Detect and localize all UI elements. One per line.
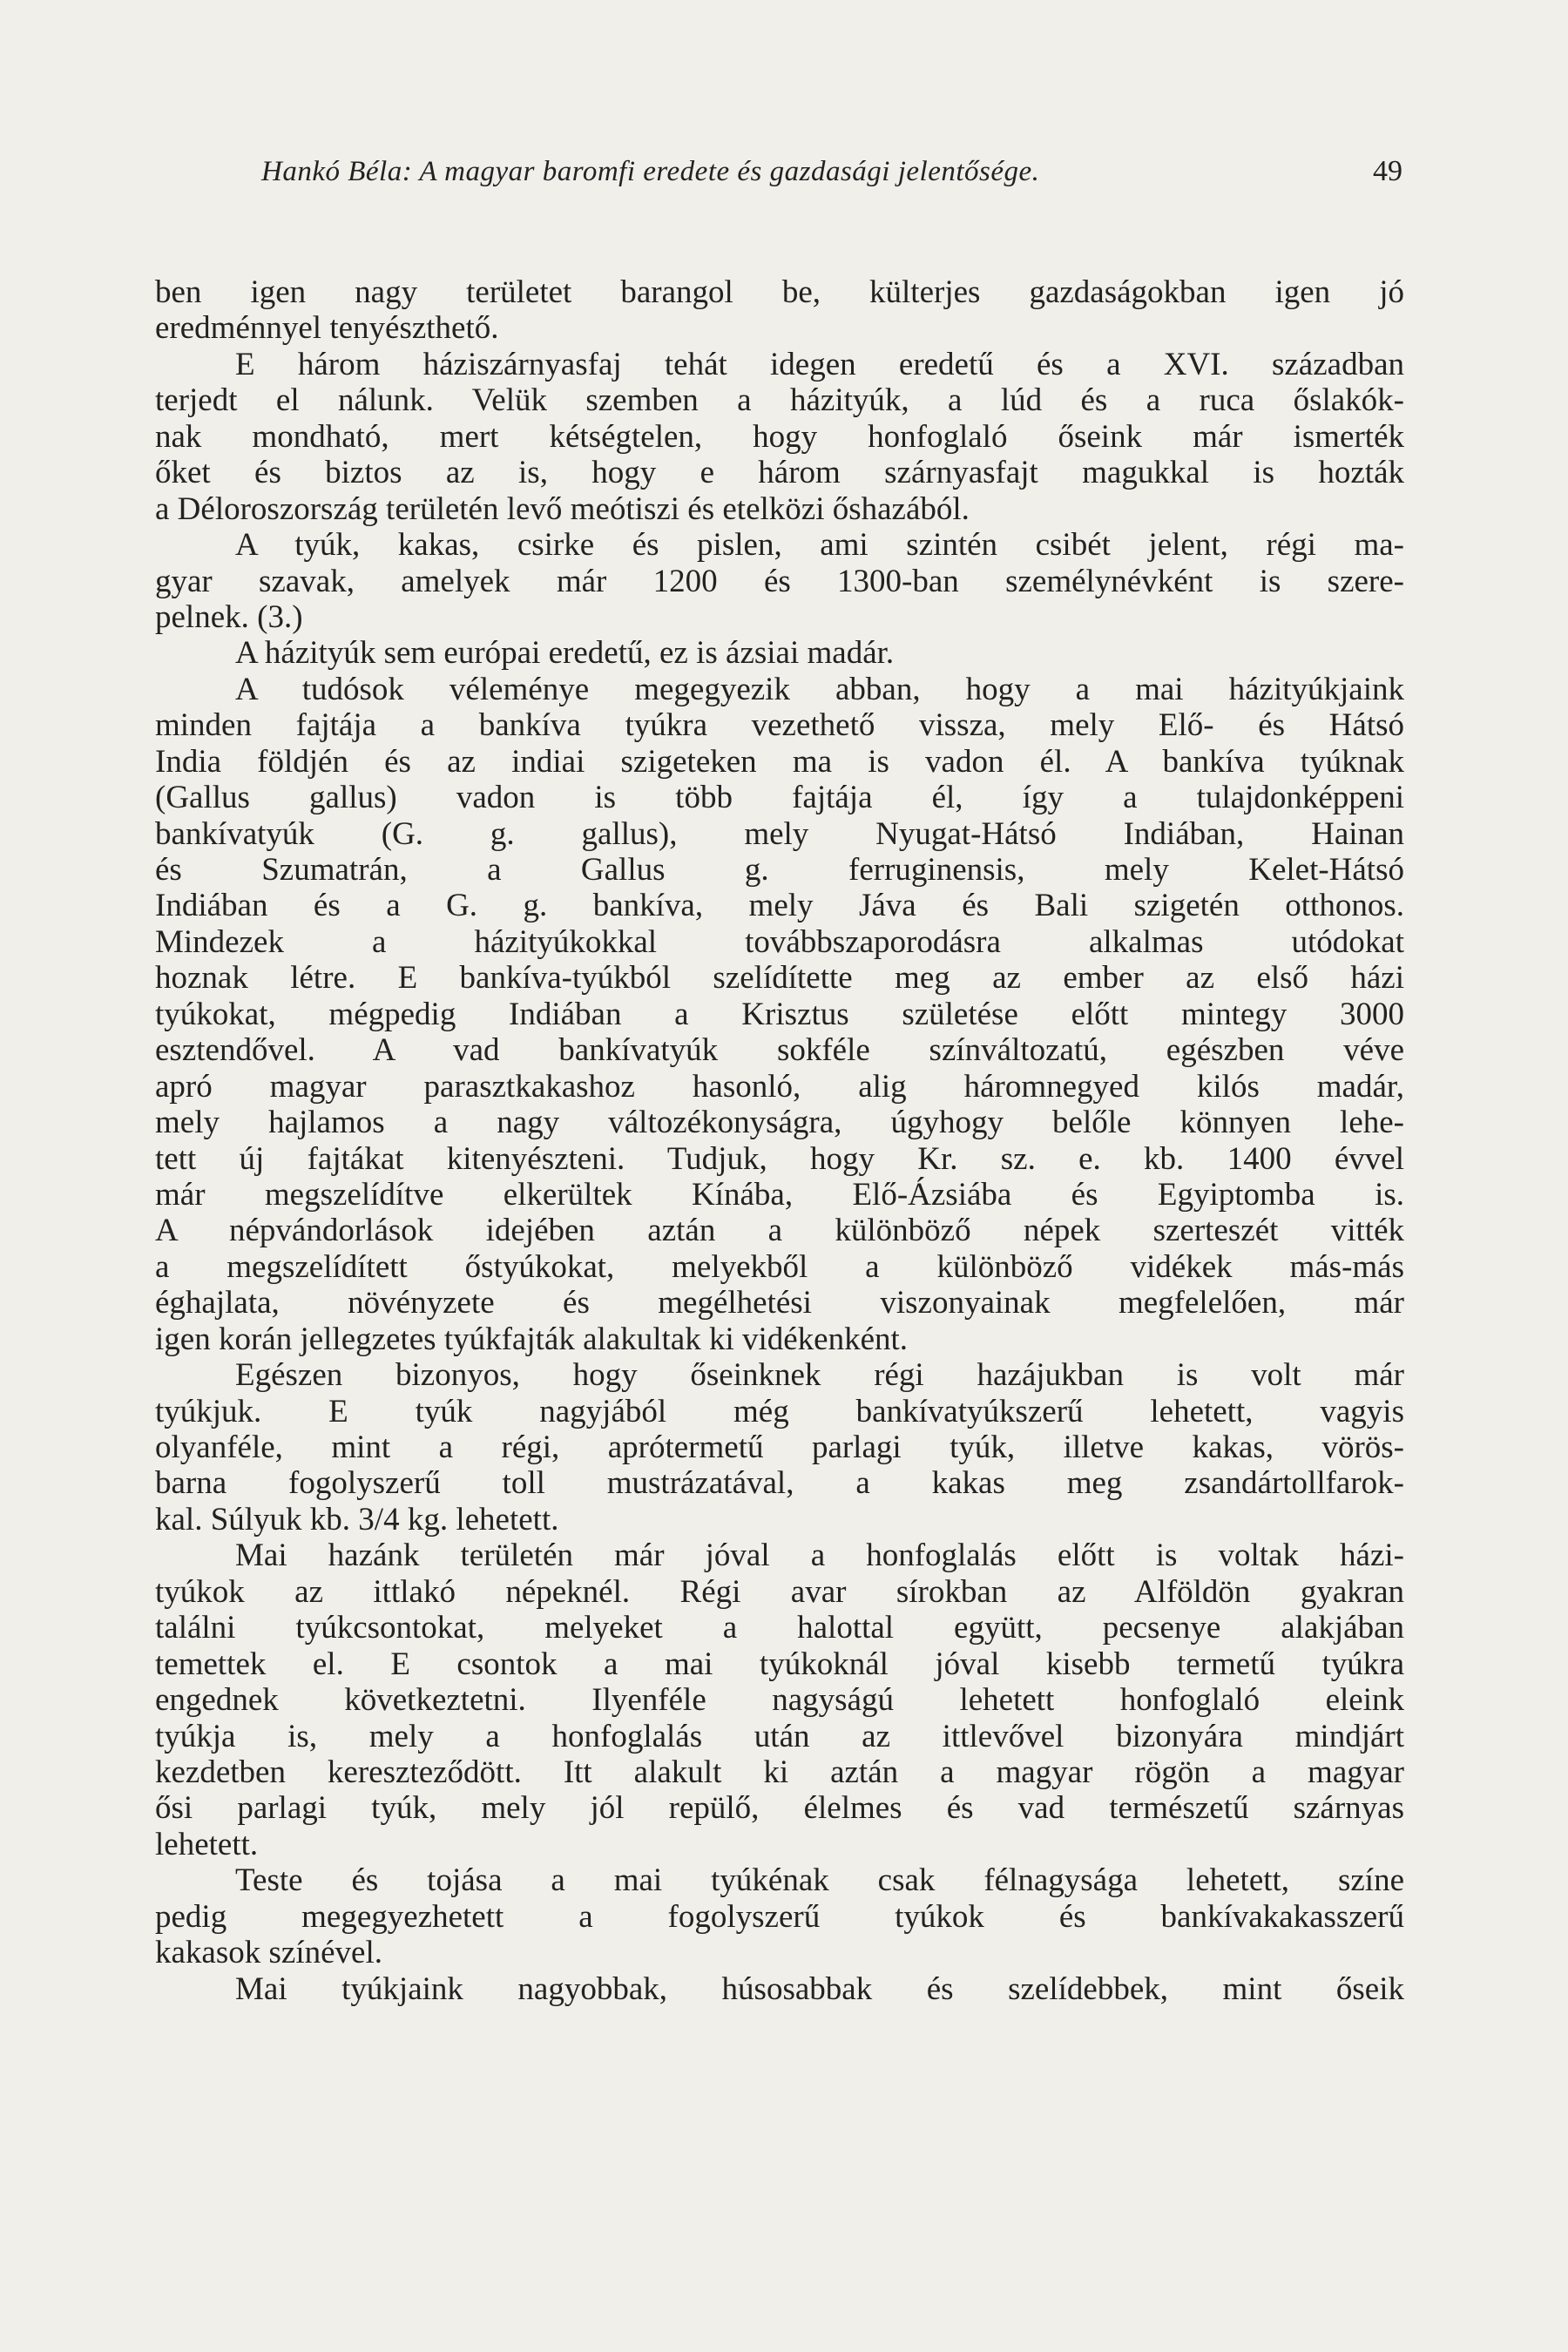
text-line: Mai tyúkjaink nagyobbak, húsosabbak és szelídebbek, mint őseik — [235, 1970, 1404, 2007]
text-line: ősi parlagi tyúk, mely jól repülő, élelmes és vad természetű szárnyas — [155, 1790, 1404, 1827]
text-line: minden fajtája a bankíva tyúkra vezethető vissza, mely Elő- és Hátsó — [155, 707, 1404, 744]
text-line: hoznak létre. E bankíva-tyúkból szelídítette meg az ember az első házi — [155, 960, 1404, 997]
text-line: igen korán jellegzetes tyúkfajták alakultak ki vidékenként. — [155, 1321, 909, 1357]
text-line: gyar szavak, amelyek már 1200 és 1300-ban személynévként is szere- — [155, 563, 1404, 599]
text-line: kakasok színével. — [155, 1935, 382, 1971]
text-line: tyúkok az ittlakó népeknél. Régi avar sírokban az Alföldön gyakran — [155, 1573, 1404, 1610]
running-head: Hankó Béla: A magyar baromfi eredete és gazdasági jelentősége. — [261, 156, 1040, 187]
text-line: nak mondható, mert kétségtelen, hogy honfoglaló őseink már ismerték — [155, 418, 1404, 455]
text-line: lehetett. — [155, 1826, 259, 1862]
text-line: barna fogolyszerű toll mustrázatával, a kakas meg zsandártollfarok- — [155, 1465, 1404, 1502]
text-line: temettek el. E csontok a mai tyúkoknál jóval kisebb termetű tyúkra — [155, 1646, 1404, 1682]
text-line: India földjén és az indiai szigeteken ma is vadon él. A bankíva tyúknak — [155, 743, 1404, 780]
text-line: tyúkja is, mely a honfoglalás után az ittlevővel bizonyára mindjárt — [155, 1718, 1404, 1754]
text-line: a megszelídített őstyúkokat, melyekből a különböző vidékek más-más — [155, 1248, 1404, 1285]
text-line: eredménnyel tenyészthető. — [155, 310, 499, 347]
text-line: Mindezek a házityúkokkal továbbszaporodásra alkalmas utódokat — [155, 923, 1404, 960]
text-line: mely hajlamos a nagy változékonyságra, úgyhogy belőle könnyen lehe- — [155, 1105, 1404, 1141]
text-line: ben igen nagy területet barangol be, külterjes gazdaságokban igen jó — [155, 274, 1404, 310]
text-line: bankívatyúk (G. g. gallus), mely Nyugat-Hátsó Indiában, Hainan — [155, 815, 1404, 852]
text-line: már megszelídítve elkerültek Kínába, Elő-Ázsiába és Egyiptomba is. — [155, 1176, 1404, 1213]
text-line: A tyúk, kakas, csirke és pislen, ami szintén csibét jelent, régi ma- — [235, 527, 1404, 564]
text-line: terjedt el nálunk. Velük szemben a házityúk, a lúd és a ruca őslakók- — [155, 382, 1404, 419]
text-line: tyúkjuk. E tyúk nagyjából még bankívatyúkszerű lehetett, vagyis — [155, 1393, 1404, 1429]
text-line: pelnek. (3.) — [155, 598, 303, 635]
text-line: és Szumatrán, a Gallus g. ferruginensis, mely Kelet-Hátsó — [155, 852, 1404, 888]
page-number: 49 — [1373, 155, 1402, 187]
text-line: a Déloroszország területén levő meótiszi és etelközi őshazából. — [155, 490, 970, 527]
text-line: tett új fajtákat kitenyészteni. Tudjuk, hogy Kr. sz. e. kb. 1400 évvel — [155, 1140, 1404, 1177]
body-text — [155, 274, 1404, 2007]
text-line: A házityúk sem európai eredetű, ez is ázsiai madár. — [235, 635, 895, 672]
text-line: tyúkokat, mégpedig Indiában a Krisztus születése előtt mintegy 3000 — [155, 996, 1404, 1032]
text-line: A népvándorlások idejében aztán a különböző népek szerteszét vitték — [155, 1213, 1404, 1249]
text-line: apró magyar parasztkakashoz hasonló, alig háromnegyed kilós madár, — [155, 1068, 1404, 1105]
text-line: engednek következtetni. Ilyenféle nagyságú lehetett honfoglaló eleink — [155, 1682, 1404, 1719]
text-line: Egészen bizonyos, hogy őseinknek régi hazájukban is volt már — [235, 1357, 1404, 1394]
text-line: Teste és tojása a mai tyúkénak csak félnagysága lehetett, színe — [235, 1862, 1404, 1899]
text-line: kezdetben kereszteződött. Itt alakult ki aztán a magyar rögön a magyar — [155, 1754, 1404, 1790]
text-line: Indiában és a G. g. bankíva, mely Jáva és Bali szigetén otthonos. — [155, 888, 1404, 924]
text-line: esztendővel. A vad bankívatyúk sokféle színváltozatú, egészben véve — [155, 1032, 1404, 1069]
text-line: pedig megegyezhetett a fogolyszerű tyúkok és bankívakakasszerű — [155, 1898, 1404, 1935]
text-line: (Gallus gallus) vadon is több fajtája él, így a tulajdonképpeni — [155, 780, 1404, 816]
text-line: éghajlata, növényzete és megélhetési viszonyainak megfelelően, már — [155, 1285, 1404, 1321]
text-line: kal. Súlyuk kb. 3/4 kg. lehetett. — [155, 1501, 559, 1538]
text-line: E három háziszárnyasfaj tehát idegen eredetű és a XVI. században — [235, 346, 1404, 382]
text-line: találni tyúkcsontokat, melyeket a halottal együtt, pecsenye alakjában — [155, 1610, 1404, 1646]
text-line: olyanféle, mint a régi, aprótermetű parlagi tyúk, illetve kakas, vörös- — [155, 1429, 1404, 1465]
text-line: A tudósok véleménye megegyezik abban, hogy a mai házityúkjaink — [235, 671, 1404, 707]
text-line: őket és biztos az is, hogy e három szárnyasfajt magukkal is hozták — [155, 455, 1404, 491]
text-line: Mai hazánk területén már jóval a honfoglalás előtt is voltak házi- — [235, 1538, 1404, 1574]
